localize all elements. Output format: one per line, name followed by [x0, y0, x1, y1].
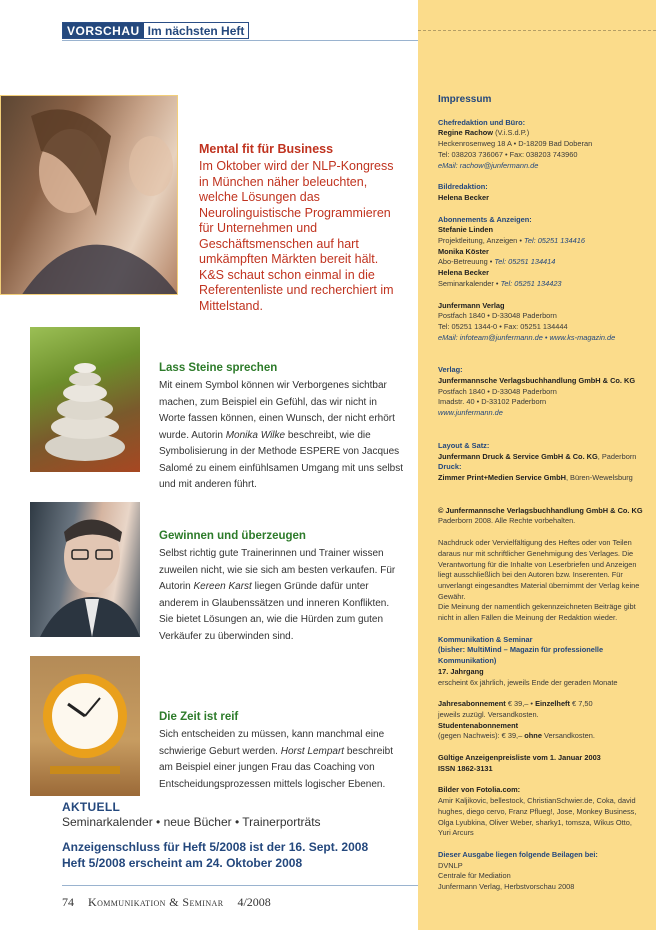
impressum-line: Tel: 05251 1344-0 • Fax: 05251 134444: [438, 321, 568, 331]
author-name: Kereen Karst: [193, 581, 252, 592]
photo-man-glasses: [30, 502, 140, 637]
impressum-line: Helena Becker: [438, 192, 489, 202]
impressum-line: Stefanie Linden: [438, 225, 494, 235]
impressum-line: Junfermann Verlag: [438, 300, 505, 310]
issue-number: 4/2008: [237, 895, 271, 909]
photo-stacked-stones: [30, 327, 140, 472]
impressum-line: Postfach 1840 • D-33048 Paderborn: [438, 311, 557, 321]
magazine-name: Kommunikation & Seminar: [88, 895, 224, 909]
impressum-line: ISSN 1862-3131: [438, 763, 493, 773]
article-title: Mental fit für Business: [199, 142, 334, 156]
impressum-line: erscheint 6x jährlich, jeweils Ende der geraden Monate: [438, 677, 618, 687]
impressum-line: Junfermann Verlag, Herbstvorschau 2008: [438, 882, 575, 892]
section-heading: Dieser Ausgabe liegen folgende Beilagen bei:: [438, 849, 598, 859]
section-heading: Bildredaktion:: [438, 182, 488, 192]
impressum-line: Centrale für Mediation: [438, 871, 511, 881]
section-heading: Chefredaktion und Büro:: [438, 117, 526, 127]
impressum-line: Zimmer Print+Medien Service GmbH, Büren-Wewelsburg: [438, 472, 633, 482]
page-footer: [62, 895, 271, 910]
impressum-line: Jahresabonnement € 39,– • Einzelheft € 7,50: [438, 699, 593, 709]
ad-deadline: [62, 840, 412, 871]
impressum-dashed-rule: [418, 30, 656, 31]
impressum-notice: Nachdruck oder Vervielfältigung des Heftes oder von Teilen daraus nur mit schriftlicher Genehmigung des Verlages. Die Verantwortung für die Inhalte von Leserbriefen und Anzeigen liegt ausschließlich bei den Autoren bzw. Inserenten. Für unverlangt eingesandtes Material übernimmt der Verlag keine Gewähr.: [438, 538, 640, 601]
impressum-line: Helena Becker: [438, 268, 489, 278]
article-text: Selbst richtig gute Trainerinnen und Trainer wissen zuweilen nicht, wie sie sich am besten verkaufen. Für Autorin Kereen Karst liegen Gründe dafür unter anderem in Glaubenssätzen und inneren Konflikten. Sie bietet Lösungen an, wie die Hürden zum guten Verkäufer zu überwinden sind.: [159, 548, 396, 642]
footer-rule: [62, 885, 418, 886]
header-rule: [62, 40, 418, 41]
section-heading: Verlag:: [438, 365, 463, 375]
aktuell-box: [62, 800, 412, 829]
section-subheading: (bisher: MultiMind – Magazin für professionelle Kommunikation): [438, 645, 604, 666]
impressum: [438, 95, 643, 893]
impressum-line: 17. Jahrgang: [438, 666, 484, 676]
impressum-line: Amir Kaljikovic, bellestock, ChristianSchwier.de, Coka, david hughes, diego cervo, Franz Pflueg!, Jose, Monkey Business, Olga Lyubkina, Oliver Weber, sharky1, tomsza, Wikus Otto, Yuri Arcurs: [438, 796, 637, 838]
page-number: 74: [62, 895, 74, 909]
photo-clock: [30, 656, 140, 796]
next-issue-line: Heft 5/2008 erscheint am 24. Oktober 2008: [62, 855, 303, 870]
section-header: [62, 22, 249, 39]
email-link[interactable]: eMail: infoteam@junfermann.de • www.ks-magazin.de: [438, 332, 616, 342]
impressum-line: DVNLP: [438, 860, 463, 870]
author-name: Horst Lempart: [280, 745, 345, 757]
impressum-notice: Die Meinung der namentlich gekennzeichneten Beiträge gibt nicht in allen Fällen die Meinung der Redaktion wieder.: [438, 602, 636, 623]
impressum-line: Tel: 038203 736067 • Fax: 038203 743960: [438, 149, 578, 159]
impressum-line: Seminarkalender • Tel: 05251 134423: [438, 278, 562, 288]
section-label: VORSCHAU: [63, 23, 144, 38]
article-text: Im Oktober wird der NLP-Kongress in München näher beleuchten, welche Lösungen das Neurolinguistische Programmieren für Unternehmen und Geschäftsmenschen auf hart umkämpften Märkten bereit hält. K&S schaut schon einmal in die Referentenliste und recherchiert im Mittelstand.: [199, 159, 394, 313]
impressum-line: Bilder von Fotolia.com:: [438, 785, 521, 795]
section-sublabel: Im nächsten Heft: [144, 23, 249, 38]
impressum-line: © Junfermannsche Verlagsbuchhandlung GmbH & Co. KG: [438, 505, 643, 515]
impressum-line: Abo-Betreuung • Tel: 05251 134414: [438, 257, 556, 267]
article-text: Sich entscheiden zu müssen, kann manchmal eine schwierige Geburt werden. Horst Lempart beschreibt am Beispiel einer jungen Frau das Coaching von Entscheidungsprozessen mittels logischer Ebenen.: [159, 729, 394, 790]
impressum-line: (gegen Nachweis): € 39,– ohne Versandkosten.: [438, 731, 595, 741]
impressum-line: Junfermann Druck & Service GmbH & Co. KG, Paderborn: [438, 451, 637, 461]
article-mental-fit: [199, 142, 404, 314]
article-title: Die Zeit ist reif: [159, 711, 239, 723]
impressum-line: Imadstr. 40 • D-33102 Paderborn: [438, 397, 547, 407]
author-name: Monika Wilke: [225, 429, 286, 441]
web-link[interactable]: www.junfermann.de: [438, 408, 503, 418]
impressum-line: Heckenrosenweg 18 A • D-18209 Bad Doberan: [438, 139, 593, 149]
aktuell-text: Seminarkalender • neue Bücher • Trainerporträts: [62, 815, 321, 829]
article-steine: [159, 362, 404, 494]
impressum-line: Postfach 1840 • D-33048 Paderborn: [438, 386, 557, 396]
impressum-line: Regine Rachow (V.i.S.d.P.): [438, 128, 530, 138]
impressum-title: Impressum: [438, 94, 492, 105]
impressum-line: jeweils zuzügl. Versandkosten.: [438, 709, 539, 719]
impressum-line: Junfermannsche Verlagsbuchhandlung GmbH & Co. KG: [438, 376, 636, 386]
section-heading: Layout & Satz:: [438, 440, 490, 450]
ad-deadline-line: Anzeigenschluss für Heft 5/2008 ist der 16. Sept. 2008: [62, 840, 369, 854]
aktuell-heading: AKTUELL: [62, 800, 121, 814]
article-title: Lass Steine sprechen: [159, 362, 278, 374]
impressum-line: Gültige Anzeigenpreisliste vom 1. Januar 2003: [438, 753, 601, 763]
section-heading: Kommunikation & Seminar: [438, 634, 533, 644]
article-gewinnen: [159, 530, 404, 645]
section-heading: Abonnements & Anzeigen:: [438, 214, 532, 224]
impressum-line: Monika Köster: [438, 246, 489, 256]
impressum-line: Paderborn 2008. Alle Rechte vorbehalten.: [438, 516, 576, 526]
email-link[interactable]: eMail: rachow@junfermann.de: [438, 160, 539, 170]
impressum-line: Studentenabonnement: [438, 720, 519, 730]
article-text: Mit einem Symbol können wir Verborgenes sichtbar machen, zum Beispiel ein Gefühl, das wir nicht in Worte fassen können, einen Wunsch, der nicht erhört wurde. Autorin Monika Wilke beschreibt, wie die Symbolisierung in der Methode ESPERE von Jacques Salomé zu einem einfühlsamen Umgang mit uns selbst und mit anderen führt.: [159, 380, 404, 490]
impressum-line: Projektleitung, Anzeigen • Tel: 05251 134416: [438, 236, 585, 246]
article-title: Gewinnen und überzeugen: [159, 530, 306, 542]
section-heading: Druck:: [438, 462, 462, 472]
photo-woman-smiling: [0, 95, 178, 295]
article-zeit: [159, 711, 404, 793]
